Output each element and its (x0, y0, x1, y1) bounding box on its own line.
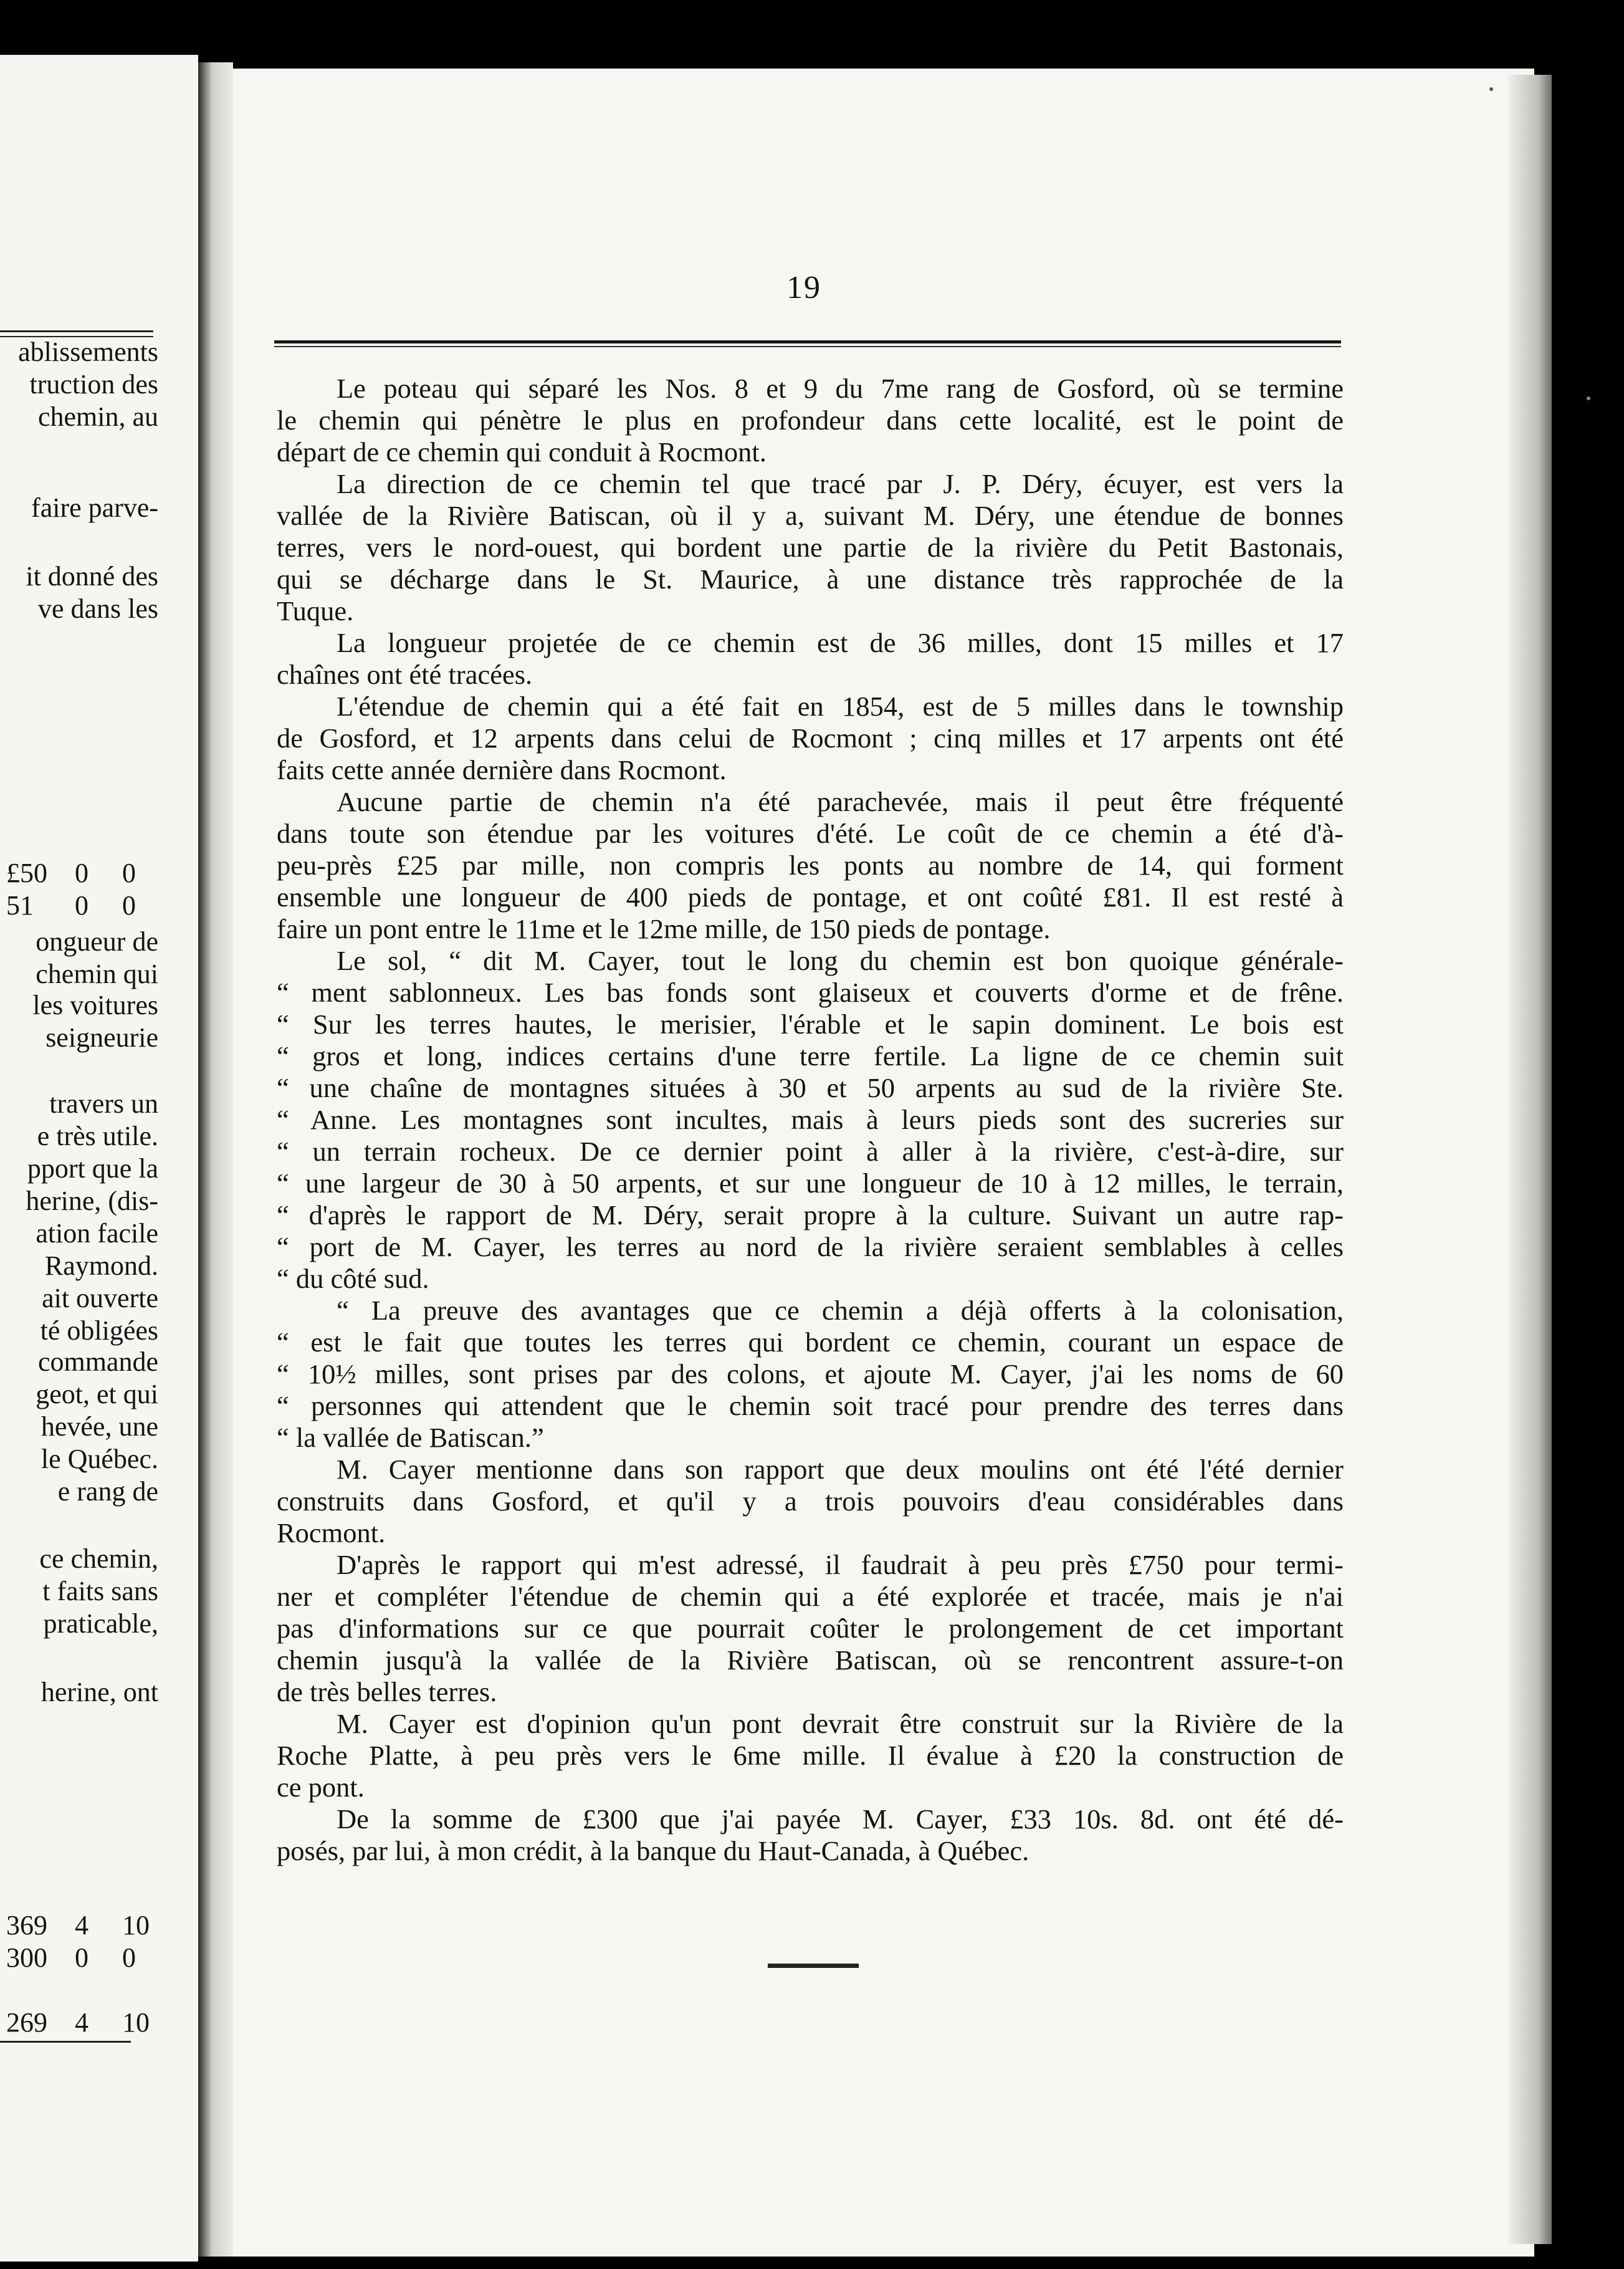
left-page-line: travers un (49, 1088, 158, 1119)
text-line: de Gosford, et 12 arpents dans celui de Rocmont ; cinq milles et 17 arpents ont été (277, 722, 1344, 754)
text-line: de très belles terres. (277, 1676, 497, 1707)
left-page-line: praticable, (43, 1608, 158, 1639)
paragraph (277, 1454, 1344, 1549)
text-line: départ de ce chemin qui conduit à Rocmont. (277, 436, 767, 468)
left-page-line: chemin, au (37, 401, 158, 432)
left-page-line: ve dans les (37, 593, 158, 624)
text-line: De la somme de £300 que j'ai payée M. Cayer, £33 10s. 8d. ont été dé- (337, 1803, 1344, 1835)
left-page-line: seigneurie (45, 1022, 158, 1053)
text-line: Rocmont. (277, 1517, 386, 1548)
amount-cell: 0 (75, 1942, 88, 1973)
left-page-fragment (0, 55, 198, 2262)
left-page-line: it donné des (26, 561, 158, 592)
paragraph (277, 1803, 1344, 1867)
left-page-line: ait ouverte (42, 1283, 158, 1313)
paragraph (277, 468, 1344, 627)
footer-rule (768, 1964, 859, 1968)
text-line: Aucune partie de chemin n'a été parachevée, mais il peut être fréquenté (337, 786, 1344, 817)
text-line: L'étendue de chemin qui a été fait en 1854, est de 5 milles dans le township (337, 691, 1344, 722)
paragraph (277, 1708, 1344, 1803)
book-gutter (198, 62, 233, 2257)
ink-speck (1489, 87, 1493, 91)
text-line: “ ment sablonneux. Les bas fonds sont glaiseux et couverts d'orme et de frêne. (277, 977, 1344, 1008)
amount-cell: 300 (6, 1942, 47, 1973)
amount-cell: 0 (75, 858, 88, 888)
amount-cell: 0 (122, 890, 136, 921)
left-page-line: les voitures (32, 990, 158, 1020)
text-line: “ d'après le rapport de M. Déry, serait propre à la culture. Suivant un autre rap- (277, 1199, 1344, 1230)
text-line: pas d'informations sur ce que pourrait coûter le prolongement de cet important (277, 1613, 1344, 1644)
text-line: faire un pont entre le 11me et le 12me mille, de 150 pieds de pontage. (277, 913, 1051, 944)
text-line: le chemin qui pénètre le plus en profondeur dans cette localité, est le point de (277, 405, 1344, 436)
text-line: chemin jusqu'à la vallée de la Rivière Batiscan, où se rencontrent assure-t-on (277, 1644, 1344, 1676)
amount-cell: 0 (122, 858, 136, 888)
left-page-line: t faits sans (42, 1576, 158, 1606)
text-line: chaînes ont été tracées. (277, 659, 533, 690)
text-line: “ la vallée de Batiscan.” (277, 1422, 544, 1453)
paragraph (277, 373, 1344, 468)
amount-cell: 4 (75, 1910, 88, 1940)
amount-cell: 4 (75, 2007, 88, 2038)
paragraph (277, 945, 1344, 1295)
left-page-line: Raymond. (44, 1250, 158, 1281)
header-rule (274, 340, 1341, 343)
paragraph (277, 627, 1344, 691)
text-line: Tuque. (277, 595, 354, 626)
page-number: 19 (786, 270, 821, 305)
text-line: “ un terrain rocheux. De ce dernier point à aller à la rivière, c'est-à-dire, sur (277, 1136, 1344, 1167)
text-line: dans toute son étendue par les voitures d'été. Le coût de ce chemin a été d'à- (277, 818, 1344, 849)
text-line: vallée de la Rivière Batiscan, où il y a, suivant M. Déry, une étendue de bonnes (277, 500, 1344, 531)
text-line: “ une largeur de 30 à 50 arpents, et sur une longueur de 10 à 12 milles, le terrain, (277, 1168, 1344, 1199)
paragraph (277, 691, 1344, 786)
left-page-line: herine, ont (41, 1677, 158, 1707)
text-line: Le sol, “ dit M. Cayer, tout le long du chemin est bon quoique générale- (337, 945, 1344, 976)
text-line: “ une chaîne de montagnes situées à 30 et 50 arpents au sud de la rivière Ste. (277, 1072, 1344, 1103)
text-line: terres, vers le nord-ouest, qui bordent une partie de la rivière du Petit Bastonais, (277, 532, 1344, 563)
ink-speck (1587, 396, 1590, 400)
text-line: construits dans Gosford, et qu'il y a trois pouvoirs d'eau considérables dans (277, 1485, 1344, 1517)
left-page-line: geot, et qui (36, 1379, 158, 1409)
text-line: faits cette année dernière dans Rocmont. (277, 754, 727, 785)
amount-cell: 269 (6, 2007, 47, 2038)
amount-cell: 10 (122, 2007, 150, 2038)
text-line: Le poteau qui séparé les Nos. 8 et 9 du 7me rang de Gosford, où se termine (337, 373, 1344, 404)
left-page-line: ce chemin, (39, 1543, 158, 1574)
text-line: peu-près £25 par mille, non compris les ponts au nombre de 14, qui forment (277, 850, 1344, 881)
text-line: “ Anne. Les montagnes sont incultes, mais à leurs pieds sont des sucreries sur (277, 1104, 1344, 1135)
left-page-line: truction des (29, 369, 158, 400)
left-page-line: e très utile. (37, 1121, 158, 1151)
text-line: “ Sur les terres hautes, le merisier, l'érable et le sapin dominent. Le bois est (277, 1009, 1344, 1040)
left-page-line: commande (37, 1346, 158, 1377)
text-line: ner et compléter l'étendue de chemin qui a été explorée et tracée, mais je n'ai (277, 1581, 1344, 1612)
amount-cell: 0 (75, 890, 88, 921)
paragraph (277, 1549, 1344, 1708)
text-line: D'après le rapport qui m'est adressé, il faudrait à peu près £750 pour termi- (337, 1549, 1344, 1580)
text-line: posés, par lui, à mon crédit, à la banque du Haut-Canada, à Québec. (277, 1835, 1029, 1866)
text-line: “ La preuve des avantages que ce chemin a déjà offerts à la colonisation, (337, 1295, 1344, 1326)
amount-cell: 369 (6, 1910, 47, 1940)
text-line: M. Cayer mentionne dans son rapport que deux moulins ont été l'été dernier (337, 1454, 1344, 1485)
sum-rule (0, 2041, 131, 2043)
text-line: “ du côté sud. (277, 1263, 429, 1294)
text-line: “ personnes qui attendent que le chemin soit tracé pour prendre des terres dans (277, 1390, 1344, 1421)
amount-cell: 10 (122, 1910, 150, 1940)
text-line: ce pont. (277, 1772, 365, 1803)
text-line: “ port de M. Cayer, les terres au nord de la rivière seraient semblables à celles (277, 1231, 1344, 1262)
amount-cell: 51 (6, 890, 34, 921)
left-page-line: hevée, une (41, 1411, 158, 1442)
amount-cell: 0 (122, 1942, 136, 1973)
text-line: La longueur projetée de ce chemin est de 36 milles, dont 15 milles et 17 (337, 627, 1344, 658)
text-line: ensemble une longueur de 400 pieds de pontage, et ont coûté £81. Il est resté à (277, 881, 1344, 913)
left-page-line: chemin qui (36, 959, 158, 989)
paragraph (277, 1295, 1344, 1454)
text-line: Roche Platte, à peu près vers le 6me mille. Il évalue à £20 la construction de (277, 1740, 1344, 1771)
left-page-line: ablissements (18, 337, 158, 367)
amount-cell: £50 (6, 858, 47, 888)
left-page-line: faire parve- (31, 492, 158, 523)
text-line: La direction de ce chemin tel que tracé par J. P. Déry, écuyer, est vers la (337, 468, 1344, 499)
paragraph (277, 786, 1344, 945)
body-text (277, 373, 1344, 1867)
text-line: “ est le fait que toutes les terres qui bordent ce chemin, courant un espace de (277, 1326, 1344, 1358)
left-page-line: pport que la (27, 1153, 158, 1184)
text-line: “ 10½ milles, sont prises par des colons, et ajoute M. Cayer, j'ai les noms de 60 (277, 1358, 1344, 1389)
text-line: qui se décharge dans le St. Maurice, à une distance très rapprochée de la (277, 564, 1344, 595)
left-page-line: ation facile (36, 1218, 158, 1249)
left-page-line: ongueur de (36, 926, 158, 957)
left-page-line: le Québec. (41, 1444, 158, 1474)
text-line: M. Cayer est d'opinion qu'un pont devrait être construit sur la Rivière de la (337, 1708, 1344, 1739)
left-page-line: herine, (dis- (26, 1186, 158, 1216)
page-edge-shadow (1508, 75, 1552, 2244)
text-line: “ gros et long, indices certains d'une terre fertile. La ligne de ce chemin suit (277, 1040, 1344, 1072)
left-page-line: té obligées (40, 1315, 158, 1346)
left-page-line: e rang de (57, 1476, 158, 1507)
